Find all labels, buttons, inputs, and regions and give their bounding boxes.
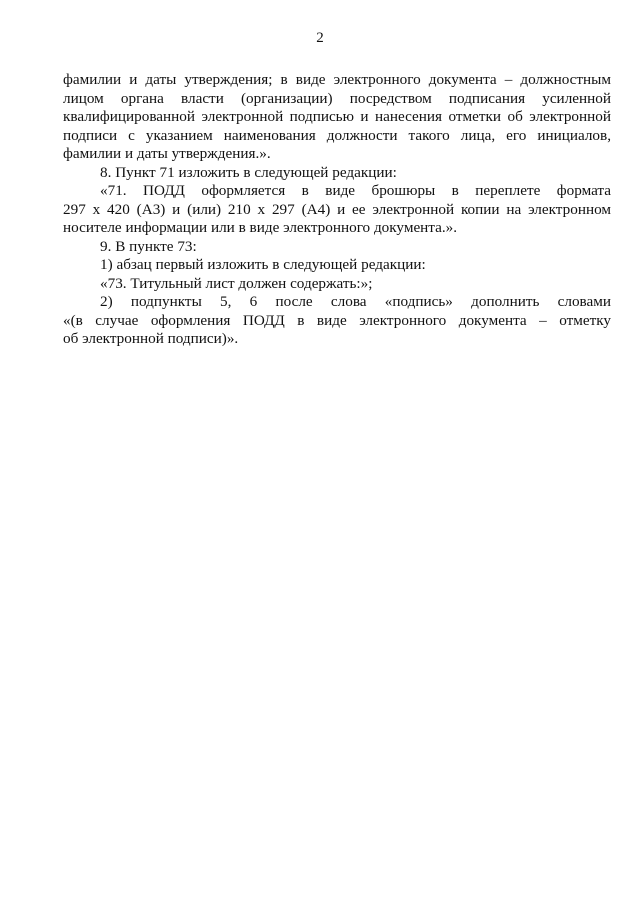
text-line: об электронной подписи)». <box>63 330 239 347</box>
text-line: «(в случае оформления ПОДД в виде электронного документа – отметку <box>63 311 611 329</box>
text-line: фамилии и даты утверждения; в виде электронного документа – должностным <box>63 71 611 88</box>
text-line: 1) абзац первый изложить в следующей редакции: <box>100 256 426 273</box>
text-line: 9. В пункте 73: <box>100 237 197 255</box>
text-line: квалифицированной электронной подписью и нанесения отметки об электронной <box>63 108 611 125</box>
text-line: 8. Пункт 71 изложить в следующей редакции: <box>100 163 397 181</box>
body-text <box>63 71 611 349</box>
page-number: 2 <box>316 30 324 46</box>
text-line: фамилии и даты утверждения.». <box>63 145 271 162</box>
text-line: 2) подпункты 5, 6 после слова «подпись» дополнить словами <box>100 293 611 310</box>
text-line: подписи с указанием наименования должности такого лица, его инициалов, <box>63 126 611 144</box>
text-line: «71. ПОДД оформляется в виде брошюры в переплете формата <box>100 182 611 199</box>
text-line: 297 х 420 (А3) и (или) 210 х 297 (А4) и ее электронной копии на электронном <box>63 200 611 218</box>
text-line: лицом органа власти (организации) посредством подписания усиленной <box>63 89 611 107</box>
text-line: носителе информации или в виде электронного документа.». <box>63 219 458 236</box>
text-line: «73. Титульный лист должен содержать:»; <box>100 274 373 292</box>
